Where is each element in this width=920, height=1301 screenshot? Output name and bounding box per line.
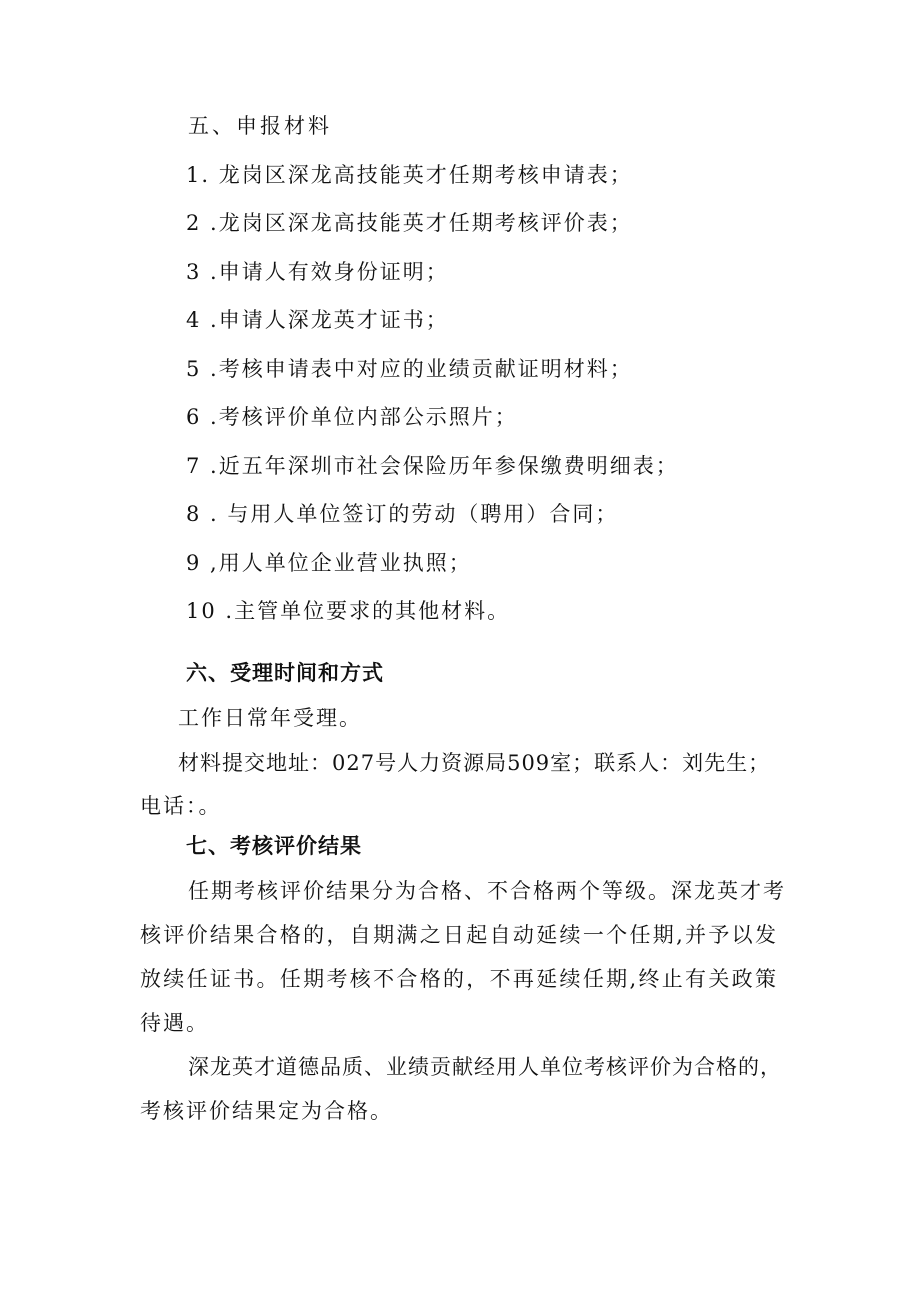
section7-para2-line2: 考核评价结果定为合格。 (140, 1099, 393, 1123)
section7-para1-line4: 待遇。 (140, 1011, 209, 1035)
material-item-10: 10 .主管单位要求的其他材料。 (186, 599, 511, 623)
material-item-5: 5 .考核申请表中对应的业绩贡献证明材料； (186, 357, 633, 381)
material-item-2: 2 .龙岗区深龙高技能英才任期考核评价表； (186, 211, 633, 235)
section7-title: 七、考核评价结果 (186, 834, 362, 858)
section5-title: 五、申报材料 (188, 114, 332, 138)
section7-para1-line1: 任期考核评价结果分为合格、不合格两个等级。深龙英才考 (188, 879, 786, 903)
material-item-6: 6 .考核评价单位内部公示照片； (186, 405, 518, 429)
section6-title: 六、受理时间和方式 (186, 661, 384, 685)
section7-para2-line1: 深龙英才道德品质、业绩贡献经用人单位考核评价为合格的， (188, 1055, 782, 1079)
material-item-1: 1. 龙岗区深龙高技能英才任期考核申请表； (186, 163, 633, 187)
section7-para1-line2: 核评价结果合格的，自期满之日起自动延续一个任期,并予以发 (140, 923, 778, 947)
material-item-8: 8 . 与用人单位签订的劳动（聘用）合同； (186, 502, 619, 526)
material-item-9: 9 ,用人单位企业营业执照； (186, 551, 472, 575)
section6-phone: 电话：。 (140, 794, 222, 818)
material-item-7: 7 .近五年深圳市社会保险历年参保缴费明细表； (186, 454, 679, 478)
section6-address: 材料提交地址：027号人力资源局509室；联系人：刘先生； (178, 751, 771, 775)
material-item-3: 3 .申请人有效身份证明； (186, 260, 449, 284)
material-item-4: 4 .申请人深龙英才证书； (186, 308, 449, 332)
section7-para1-line3: 放续任证书。任期考核不合格的，不再延续任期,终止有关政策 (140, 967, 778, 991)
section6-hours: 工作日常年受理。 (178, 706, 362, 730)
